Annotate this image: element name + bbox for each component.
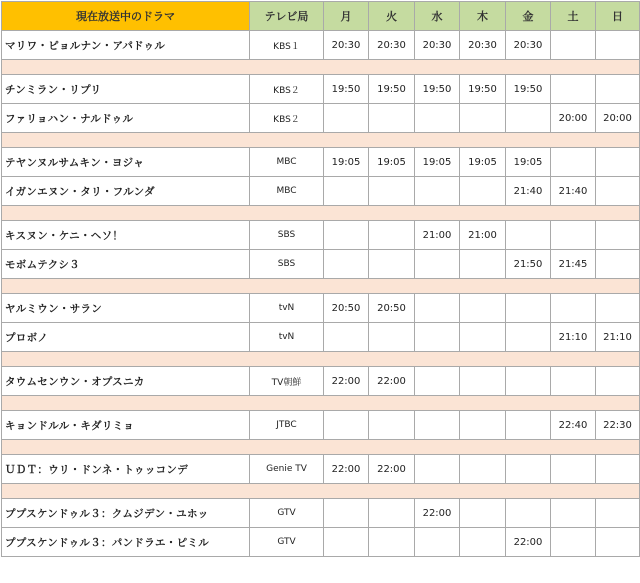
time-cell-fri [506, 455, 551, 484]
drama-schedule-table [1, 1, 640, 557]
time-cell-sat [551, 221, 596, 250]
separator-cell [506, 279, 551, 294]
separator-row [2, 352, 640, 367]
separator-cell [460, 484, 506, 499]
table-row [2, 499, 640, 528]
time-cell-sat [551, 294, 596, 323]
table-row [2, 75, 640, 104]
separator-cell [250, 396, 324, 411]
separator-cell [2, 133, 250, 148]
time-cell-thu: 21:00 [460, 221, 506, 250]
station-cell: GTV [250, 528, 324, 557]
time-cell-tue [369, 221, 415, 250]
time-cell-sun [596, 499, 640, 528]
separator-cell [250, 352, 324, 367]
time-cell-fri: 21:50 [506, 250, 551, 279]
separator-cell [551, 352, 596, 367]
time-cell-tue: 22:00 [369, 455, 415, 484]
separator-cell [369, 484, 415, 499]
separator-cell [369, 440, 415, 455]
time-cell-thu: 19:50 [460, 75, 506, 104]
time-cell-thu [460, 294, 506, 323]
separator-cell [2, 206, 250, 221]
time-cell-sat [551, 367, 596, 396]
separator-cell [551, 440, 596, 455]
separator-cell [551, 279, 596, 294]
station-cell: SBS [250, 250, 324, 279]
time-cell-thu [460, 411, 506, 440]
day-header-fri: 金 [506, 2, 551, 31]
separator-cell [415, 206, 460, 221]
time-cell-fri: 19:50 [506, 75, 551, 104]
separator-cell [596, 60, 640, 75]
time-cell-tue [369, 104, 415, 133]
table-row [2, 221, 640, 250]
separator-cell [596, 396, 640, 411]
time-cell-fri: 19:05 [506, 148, 551, 177]
separator-row [2, 279, 640, 294]
time-cell-sun [596, 221, 640, 250]
separator-cell [551, 133, 596, 148]
separator-cell [250, 279, 324, 294]
time-cell-mon: 20:30 [324, 31, 369, 60]
time-cell-wed [415, 250, 460, 279]
time-cell-fri [506, 323, 551, 352]
table-row [2, 455, 640, 484]
separator-cell [415, 60, 460, 75]
drama-title-cell: テヤンヌルサムキン・ヨジャ [2, 148, 250, 177]
station-cell: KBS２ [250, 104, 324, 133]
time-cell-sun [596, 250, 640, 279]
time-cell-mon: 19:05 [324, 148, 369, 177]
station-cell: SBS [250, 221, 324, 250]
table-row [2, 250, 640, 279]
time-cell-fri [506, 104, 551, 133]
time-cell-mon [324, 104, 369, 133]
separator-cell [324, 352, 369, 367]
separator-cell [250, 206, 324, 221]
time-cell-tue [369, 250, 415, 279]
separator-cell [596, 206, 640, 221]
time-cell-mon [324, 323, 369, 352]
separator-cell [2, 279, 250, 294]
time-cell-sat: 21:40 [551, 177, 596, 206]
table-row [2, 323, 640, 352]
time-cell-sun [596, 455, 640, 484]
time-cell-mon: 20:50 [324, 294, 369, 323]
separator-cell [596, 484, 640, 499]
separator-cell [415, 440, 460, 455]
station-header: テレビ局 [250, 2, 324, 31]
separator-cell [551, 484, 596, 499]
separator-cell [596, 279, 640, 294]
separator-cell [324, 206, 369, 221]
time-cell-thu [460, 104, 506, 133]
time-cell-sun [596, 75, 640, 104]
separator-cell [415, 133, 460, 148]
drama-title-cell: モボムテクシ３ [2, 250, 250, 279]
drama-title-cell: キスヌン・ケニ・ヘソ！ [2, 221, 250, 250]
separator-cell [369, 133, 415, 148]
separator-cell [506, 133, 551, 148]
station-cell: tvN [250, 323, 324, 352]
station-cell: MBC [250, 148, 324, 177]
time-cell-sat: 21:45 [551, 250, 596, 279]
drama-title-cell: マリワ・ピョルナン・アパドゥル [2, 31, 250, 60]
separator-cell [551, 396, 596, 411]
time-cell-fri: 20:30 [506, 31, 551, 60]
separator-cell [324, 440, 369, 455]
time-cell-thu: 19:05 [460, 148, 506, 177]
separator-row [2, 396, 640, 411]
time-cell-sat: 21:10 [551, 323, 596, 352]
separator-row [2, 206, 640, 221]
separator-cell [250, 440, 324, 455]
station-cell: GTV [250, 499, 324, 528]
station-cell: KBS１ [250, 31, 324, 60]
time-cell-fri: 21:40 [506, 177, 551, 206]
time-cell-sun: 20:00 [596, 104, 640, 133]
time-cell-sat [551, 455, 596, 484]
time-cell-sun [596, 528, 640, 557]
separator-cell [369, 396, 415, 411]
time-cell-sat: 22:40 [551, 411, 596, 440]
time-cell-wed [415, 177, 460, 206]
separator-cell [250, 133, 324, 148]
time-cell-thu [460, 367, 506, 396]
separator-cell [415, 279, 460, 294]
separator-cell [2, 484, 250, 499]
separator-cell [324, 133, 369, 148]
time-cell-wed [415, 455, 460, 484]
table-row [2, 31, 640, 60]
time-cell-wed [415, 411, 460, 440]
drama-title-header: 現在放送中のドラマ [2, 2, 250, 31]
separator-cell [324, 484, 369, 499]
day-header-thu: 木 [460, 2, 506, 31]
table-row [2, 528, 640, 557]
time-cell-sun [596, 177, 640, 206]
table-row [2, 148, 640, 177]
separator-cell [596, 133, 640, 148]
time-cell-tue: 19:50 [369, 75, 415, 104]
day-header-sat: 土 [551, 2, 596, 31]
drama-title-cell: ＵＤＴ：ウリ・ドンネ・トゥッコンデ [2, 455, 250, 484]
station-cell: Genie TV [250, 455, 324, 484]
time-cell-wed [415, 528, 460, 557]
time-cell-sun: 22:30 [596, 411, 640, 440]
separator-cell [2, 396, 250, 411]
separator-cell [415, 352, 460, 367]
time-cell-wed [415, 294, 460, 323]
separator-cell [250, 484, 324, 499]
separator-cell [369, 206, 415, 221]
drama-title-cell: タウムセンウン・オプスニカ [2, 367, 250, 396]
separator-cell [415, 484, 460, 499]
separator-cell [506, 484, 551, 499]
time-cell-tue [369, 411, 415, 440]
time-cell-wed: 20:30 [415, 31, 460, 60]
time-cell-mon [324, 177, 369, 206]
drama-title-cell: チンミラン・リプリ [2, 75, 250, 104]
time-cell-wed: 19:05 [415, 148, 460, 177]
time-cell-sat [551, 31, 596, 60]
time-cell-thu [460, 323, 506, 352]
time-cell-sat: 20:00 [551, 104, 596, 133]
time-cell-sat [551, 528, 596, 557]
separator-cell [506, 396, 551, 411]
station-cell: TV朝鮮 [250, 367, 324, 396]
time-cell-mon: 22:00 [324, 455, 369, 484]
time-cell-wed [415, 323, 460, 352]
drama-title-cell: プロボノ [2, 323, 250, 352]
time-cell-fri [506, 499, 551, 528]
table-row [2, 294, 640, 323]
time-cell-tue: 22:00 [369, 367, 415, 396]
time-cell-tue [369, 499, 415, 528]
separator-row [2, 440, 640, 455]
station-cell: JTBC [250, 411, 324, 440]
time-cell-thu [460, 528, 506, 557]
time-cell-fri [506, 411, 551, 440]
separator-cell [460, 206, 506, 221]
drama-title-cell: イガンエヌン・タリ・フルンダ [2, 177, 250, 206]
separator-cell [2, 60, 250, 75]
time-cell-thu [460, 250, 506, 279]
time-cell-sat [551, 75, 596, 104]
separator-cell [2, 352, 250, 367]
station-cell: tvN [250, 294, 324, 323]
time-cell-thu [460, 177, 506, 206]
time-cell-sun [596, 367, 640, 396]
time-cell-mon [324, 221, 369, 250]
table-row [2, 411, 640, 440]
time-cell-sun [596, 294, 640, 323]
separator-cell [369, 279, 415, 294]
separator-row [2, 133, 640, 148]
separator-cell [369, 60, 415, 75]
separator-cell [506, 440, 551, 455]
time-cell-tue: 19:05 [369, 148, 415, 177]
separator-cell [551, 60, 596, 75]
separator-cell [460, 396, 506, 411]
time-cell-sat [551, 148, 596, 177]
separator-cell [460, 440, 506, 455]
time-cell-fri [506, 294, 551, 323]
separator-cell [506, 60, 551, 75]
time-cell-fri [506, 367, 551, 396]
separator-cell [324, 279, 369, 294]
station-cell: KBS２ [250, 75, 324, 104]
time-cell-mon [324, 499, 369, 528]
separator-cell [506, 206, 551, 221]
time-cell-wed [415, 367, 460, 396]
time-cell-sun: 21:10 [596, 323, 640, 352]
table-row [2, 367, 640, 396]
header-row [2, 2, 640, 31]
separator-cell [596, 352, 640, 367]
separator-cell [369, 352, 415, 367]
drama-title-cell: ヤルミウン・サラン [2, 294, 250, 323]
time-cell-wed: 19:50 [415, 75, 460, 104]
time-cell-tue: 20:30 [369, 31, 415, 60]
time-cell-wed: 21:00 [415, 221, 460, 250]
time-cell-thu [460, 499, 506, 528]
separator-cell [551, 206, 596, 221]
drama-title-cell: ププスケンドゥル３：クムジデン・ユホッ [2, 499, 250, 528]
time-cell-fri: 22:00 [506, 528, 551, 557]
separator-cell [506, 352, 551, 367]
time-cell-mon: 22:00 [324, 367, 369, 396]
separator-cell [460, 279, 506, 294]
day-header-mon: 月 [324, 2, 369, 31]
time-cell-thu: 20:30 [460, 31, 506, 60]
day-header-tue: 火 [369, 2, 415, 31]
drama-title-cell: ファリョハン・ナルドゥル [2, 104, 250, 133]
station-cell: MBC [250, 177, 324, 206]
time-cell-fri [506, 221, 551, 250]
separator-row [2, 484, 640, 499]
table-row [2, 177, 640, 206]
separator-cell [324, 396, 369, 411]
time-cell-wed: 22:00 [415, 499, 460, 528]
separator-cell [2, 440, 250, 455]
time-cell-tue: 20:50 [369, 294, 415, 323]
time-cell-sun [596, 31, 640, 60]
day-header-sun: 日 [596, 2, 640, 31]
time-cell-sun [596, 148, 640, 177]
drama-title-cell: キョンドルル・キダリミョ [2, 411, 250, 440]
day-header-wed: 水 [415, 2, 460, 31]
separator-row [2, 60, 640, 75]
separator-cell [460, 60, 506, 75]
schedule-body [2, 31, 640, 557]
separator-cell [460, 133, 506, 148]
time-cell-tue [369, 528, 415, 557]
time-cell-mon [324, 411, 369, 440]
separator-cell [596, 440, 640, 455]
separator-cell [324, 60, 369, 75]
time-cell-sat [551, 499, 596, 528]
time-cell-tue [369, 323, 415, 352]
table-row [2, 104, 640, 133]
drama-title-cell: ププスケンドゥル３：パンドラエ・ピミル [2, 528, 250, 557]
separator-cell [415, 396, 460, 411]
time-cell-thu [460, 455, 506, 484]
separator-cell [250, 60, 324, 75]
separator-cell [460, 352, 506, 367]
time-cell-mon [324, 250, 369, 279]
time-cell-wed [415, 104, 460, 133]
time-cell-mon [324, 528, 369, 557]
time-cell-tue [369, 177, 415, 206]
time-cell-mon: 19:50 [324, 75, 369, 104]
